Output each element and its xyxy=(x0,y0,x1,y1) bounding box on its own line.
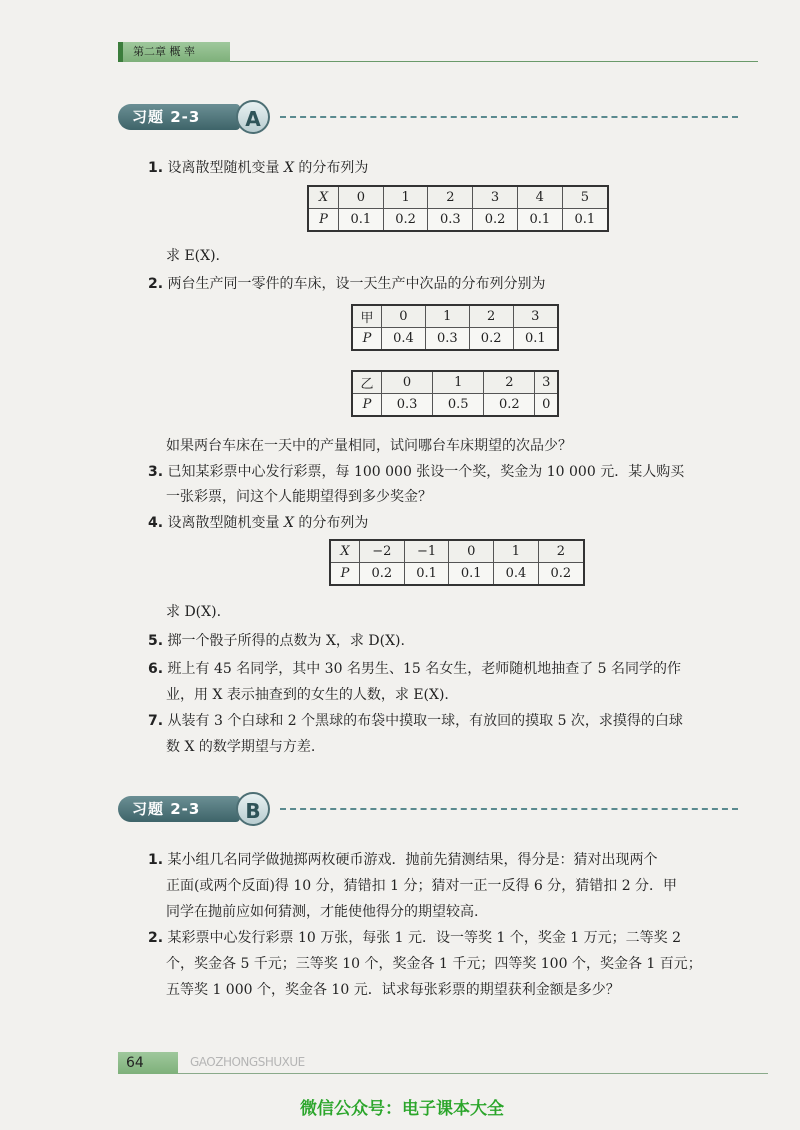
problem-a3: 3. 已知某彩票中心发行彩票，每 100 000 张设一个奖，奖金为 10 000 元．某人购买 xyxy=(148,464,685,480)
distribution-table-a1 xyxy=(307,185,609,232)
level-b-icon: B xyxy=(236,792,270,826)
problem-a7-line2: 数 X 的数学期望与方差. xyxy=(166,739,316,755)
problem-a3-line2: 一张彩票，问这个人能期望得到多少奖金？ xyxy=(166,489,432,505)
footer-brand: GAOZHONGSHUXUE xyxy=(190,1055,305,1069)
exercise-badge: 习题 2-3 xyxy=(118,796,240,822)
table-row: P 0.2 0.1 0.1 0.4 0.2 xyxy=(330,563,584,586)
page-footer xyxy=(118,1052,768,1074)
dashed-rule xyxy=(280,116,738,118)
table-row: 乙 0 1 2 3 xyxy=(352,371,558,394)
problem-b1: 1. 某小组几名同学做抛掷两枚硬币游戏．抛前先猜测结果，得分是：猜对出现两个 xyxy=(148,852,658,868)
dashed-rule xyxy=(280,808,738,810)
table-row: P 0.3 0.5 0.2 0 xyxy=(352,394,558,417)
problem-a2-ask: 如果两台车床在一天中的产量相同，试问哪台车床期望的次品少？ xyxy=(166,438,572,454)
table-row: P 0.4 0.3 0.2 0.1 xyxy=(352,328,558,351)
problem-a6: 6. 班上有 45 名同学，其中 30 名男生、15 名女生，老师随机地抽查了 5 名同学的作 xyxy=(148,661,682,677)
problem-a4: 4. 设离散型随机变量 X 的分布列为 xyxy=(148,515,369,531)
problem-b2: 2. 某彩票中心发行彩票 10 万张，每张 1 元．设一等奖 1 个，奖金 1 万元；二等奖 2 xyxy=(148,930,682,946)
chapter-header xyxy=(118,42,758,62)
problem-a4-ask: 求 D(X). xyxy=(166,604,222,620)
problem-a1-ask: 求 E(X). xyxy=(166,248,221,264)
level-a-icon: A xyxy=(236,100,270,134)
distribution-table-a2-yi xyxy=(351,370,559,417)
watermark-text: 微信公众号：电子课本大全 xyxy=(300,1099,504,1119)
problem-a2: 2. 两台生产同一零件的车床，设一天生产中次品的分布列分别为 xyxy=(148,276,546,292)
problem-b2-line3: 五等奖 1 000 个，奖金各 10 元．试求每张彩票的期望获利金额是多少？ xyxy=(166,982,620,998)
header-rule xyxy=(230,61,758,62)
distribution-table-a2-jia xyxy=(351,304,559,351)
problem-b1-line3: 同学在抛前应如何猜测，才能使他得分的期望较高. xyxy=(166,904,479,920)
problem-a7: 7. 从装有 3 个白球和 2 个黑球的布袋中摸取一球，有放回的摸取 5 次，求摸得的白球 xyxy=(148,713,683,729)
distribution-table-a4 xyxy=(329,539,585,586)
problem-a6-line2: 业，用 X 表示抽查到的女生的人数，求 E(X). xyxy=(166,687,449,703)
footer-rule xyxy=(178,1073,768,1074)
chapter-title: 第二章 概 率 xyxy=(118,42,230,62)
exercise-badge: 习题 2-3 xyxy=(118,104,240,130)
table-row: X 0 1 2 3 4 5 xyxy=(308,186,608,209)
problem-a1: 1. 设离散型随机变量 X 的分布列为 xyxy=(148,160,369,176)
page-number: 64 xyxy=(118,1052,178,1074)
table-row: X −2 −1 0 1 2 xyxy=(330,540,584,563)
problem-a5: 5. 掷一个骰子所得的点数为 X，求 D(X). xyxy=(148,633,405,649)
table-row: 甲 0 1 2 3 xyxy=(352,305,558,328)
problem-b2-line2: 个，奖金各 5 千元；三等奖 10 个，奖金各 1 千元；四等奖 100 个，奖金各 1 百元； xyxy=(166,956,702,972)
problem-b1-line2: 正面(或两个反面)得 10 分，猜错扣 1 分；猜对一正一反得 6 分，猜错扣 2 分．甲 xyxy=(166,878,678,894)
table-row: P 0.1 0.2 0.3 0.2 0.1 0.1 xyxy=(308,209,608,232)
